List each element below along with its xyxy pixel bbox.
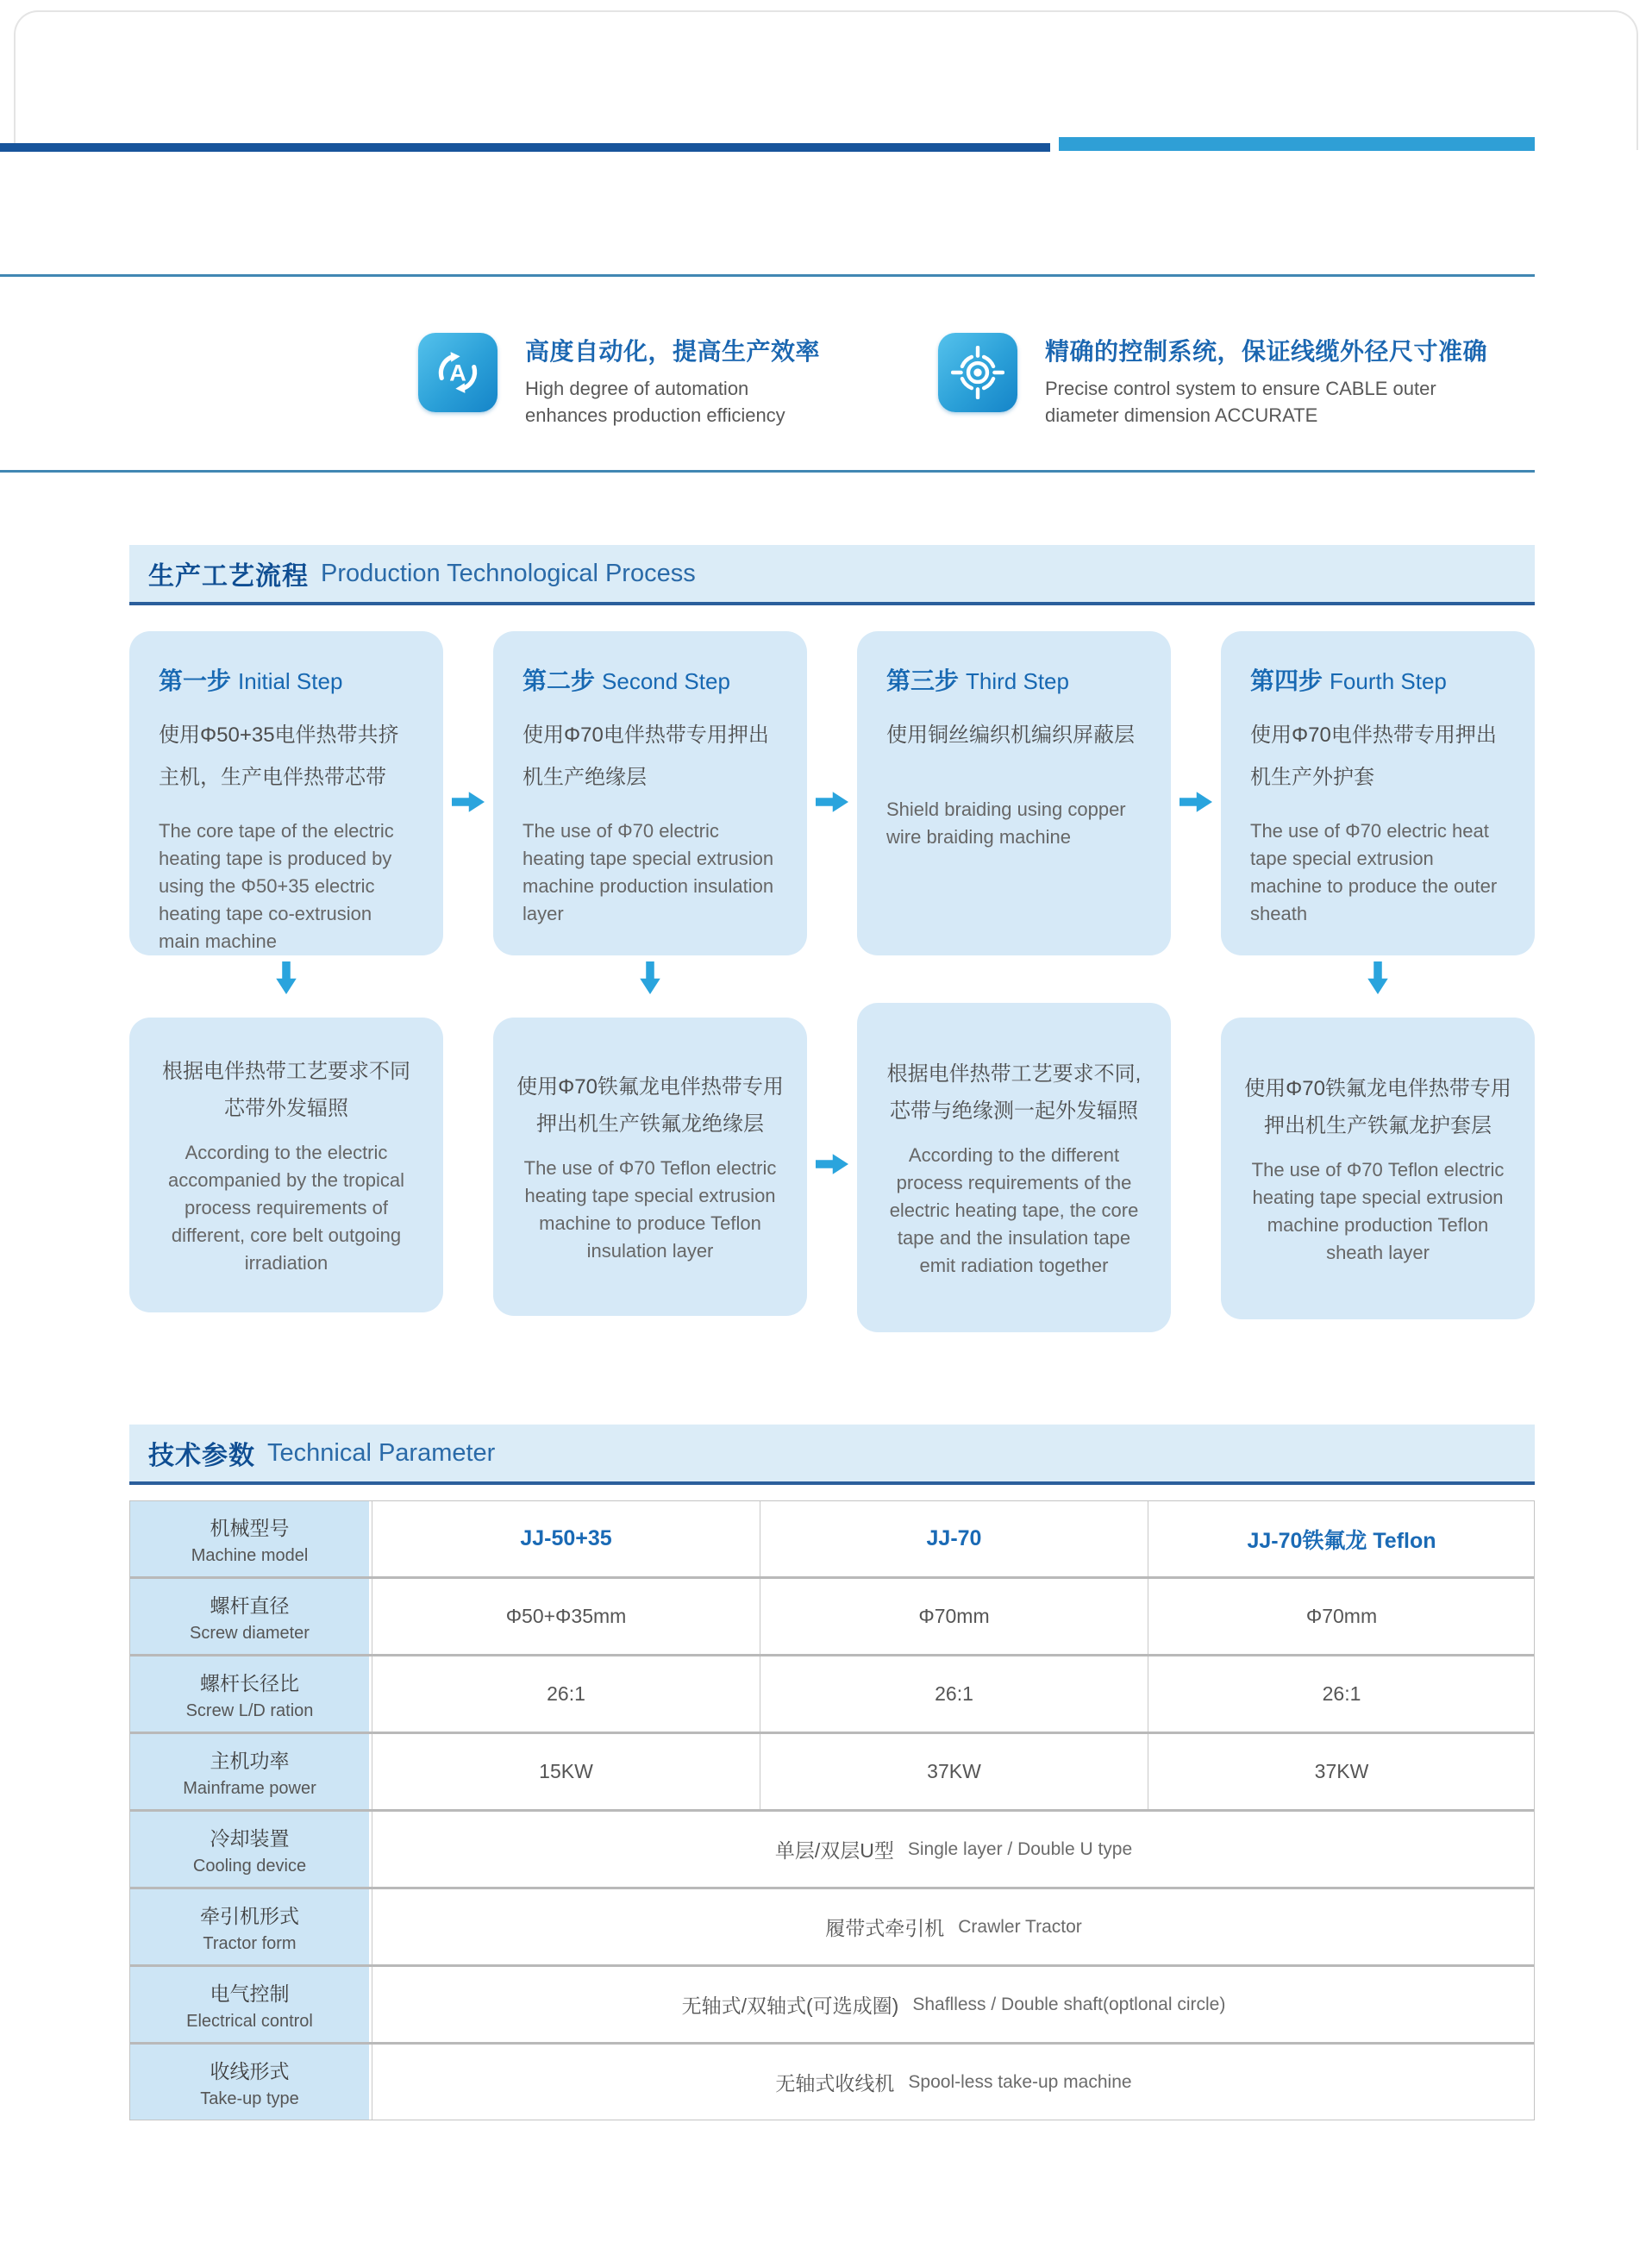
feature-title: 高度自动化，提高生产效率 — [525, 338, 821, 365]
svg-text:A: A — [449, 359, 466, 386]
divider-top — [0, 274, 1535, 277]
value-cell-merged: 无轴式/双轴式(可选成圈) Shaflless / Double shaft(optlonal circle) — [372, 1967, 1535, 2042]
arrow-right-icon — [816, 1152, 848, 1176]
row-label: 机械型号 Machine model — [130, 1501, 372, 1576]
table-row-machine-model — [130, 1501, 1534, 1576]
flow-body-zh: 使用Φ70铁氟龙电伴热带专用押出机生产铁氟龙绝缘层 — [516, 1075, 784, 1137]
feature-precision — [938, 333, 1528, 429]
flow-box-1 — [129, 1018, 443, 1312]
header-bar-light — [1059, 137, 1535, 151]
section-header-parameters — [129, 1425, 1535, 1485]
step-title: 第三步 Third Step — [886, 667, 1069, 694]
feature-title: 精确的控制系统，保证线缆外径尺寸准确 — [1045, 338, 1488, 365]
parameter-table — [129, 1500, 1535, 2120]
step-box-4 — [1221, 631, 1535, 955]
arrow-down-icon — [638, 961, 662, 994]
value-cell: Φ70mm — [1148, 1579, 1535, 1654]
step-body-en: Shield braiding using copper wire braiding machine — [886, 798, 1126, 849]
row-label: 螺杆直径 Screw diameter — [130, 1579, 372, 1654]
section-title-en: Production Technological Process — [321, 559, 696, 587]
step-body-zh: 使用铜丝编织机编织屏蔽层 — [886, 723, 1135, 747]
table-row-screw-diameter — [130, 1576, 1534, 1654]
value-cell: 37KW — [760, 1734, 1148, 1809]
value-cell: 37KW — [1148, 1734, 1535, 1809]
step-box-3 — [857, 631, 1171, 955]
row-label: 电气控制 Electrical control — [130, 1967, 372, 2042]
step-box-1 — [129, 631, 443, 955]
value-cell-merged: 履带式牵引机 Crawler Tractor — [372, 1889, 1535, 1964]
feature-automation — [418, 333, 832, 429]
step-title: 第二步 Second Step — [523, 667, 730, 694]
flow-body-en: According to the electric accompanied by the tropical process requirements of different, core belt outgoing irradiation — [168, 1142, 404, 1274]
row-label: 收线形式 Take-up type — [130, 2045, 372, 2120]
section-title-zh: 生产工艺流程 — [148, 562, 309, 591]
precision-icon — [938, 333, 1017, 412]
arrow-right-icon — [452, 790, 485, 814]
table-row-take-up-type — [130, 2042, 1534, 2120]
row-label: 冷却装置 Cooling device — [130, 1812, 372, 1887]
step-title: 第一步 Initial Step — [159, 667, 343, 694]
model-cell: JJ-70铁氟龙 Teflon — [1148, 1501, 1535, 1576]
value-cell: 26:1 — [372, 1656, 760, 1732]
value-cell-merged: 无轴式收线机 Spool-less take-up machine — [372, 2045, 1535, 2120]
feature-description: Precise control system to ensure CABLE outer diameter dimension ACCURATE — [1045, 378, 1436, 427]
step-box-2 — [493, 631, 807, 955]
value-cell: 15KW — [372, 1734, 760, 1809]
step-body-en: The use of Φ70 electric heat tape special extrusion machine to produce the outer sheath — [1250, 820, 1498, 925]
step-title: 第四步 Fourth Step — [1250, 667, 1447, 694]
flow-box-4 — [1221, 1018, 1535, 1319]
feature-description: High degree of automation enhances production efficiency — [525, 378, 785, 427]
table-row-tractor-form — [130, 1887, 1534, 1964]
step-body-zh: 使用Φ70电伴热带专用押出机生产绝缘层 — [523, 723, 769, 790]
value-cell: 26:1 — [1148, 1656, 1535, 1732]
row-label: 螺杆长径比 Screw L/D ration — [130, 1656, 372, 1732]
table-row-mainframe-power — [130, 1732, 1534, 1809]
step-body-zh: 使用Φ70电伴热带专用押出机生产外护套 — [1250, 723, 1497, 790]
arrow-down-icon — [274, 961, 298, 994]
model-cell: JJ-70 — [760, 1501, 1148, 1576]
arrow-right-icon — [1180, 790, 1212, 814]
flow-body-zh: 使用Φ70铁氟龙电伴热带专用押出机生产铁氟龙护套层 — [1244, 1077, 1511, 1138]
header-bar-dark — [0, 143, 1050, 152]
section-title-zh: 技术参数 — [148, 1442, 255, 1470]
divider-below-features — [0, 470, 1535, 473]
page-border — [14, 10, 1638, 150]
value-cell-merged: 单层/双层U型 Single layer / Double U type — [372, 1812, 1535, 1887]
flow-body-en: The use of Φ70 Teflon electric heating tape special extrusion machine to produce Teflon insulation layer — [523, 1157, 777, 1262]
flow-box-2 — [493, 1018, 807, 1316]
flow-body-en: According to the different process requirements of the electric heating tape, the core tape and the insulation tape emit radiation together — [889, 1144, 1139, 1277]
flow-body-zh: 根据电伴热带工艺要求不同 芯带外发辐照 — [162, 1060, 410, 1121]
row-label: 牵引机形式 Tractor form — [130, 1889, 372, 1964]
arrow-right-icon — [816, 790, 848, 814]
value-cell: Φ50+Φ35mm — [372, 1579, 760, 1654]
arrow-down-icon — [1366, 961, 1390, 994]
table-row-screw-ld-ratio — [130, 1654, 1534, 1732]
row-label: 主机功率 Mainframe power — [130, 1734, 372, 1809]
model-cell: JJ-50+35 — [372, 1501, 760, 1576]
step-body-en: The use of Φ70 electric heating tape special extrusion machine production insulation layer — [523, 820, 774, 925]
table-row-cooling-device — [130, 1809, 1534, 1887]
flow-box-3 — [857, 1003, 1171, 1332]
table-row-electrical-control — [130, 1964, 1534, 2042]
value-cell: 26:1 — [760, 1656, 1148, 1732]
section-header-process — [129, 545, 1535, 605]
step-body-en: The core tape of the electric heating tape is produced by using the Φ50+35 electric heating tape co-extrusion main machine — [159, 820, 394, 952]
flow-body-en: The use of Φ70 Teflon electric heating tape special extrusion machine production Teflon sheath layer — [1251, 1159, 1505, 1264]
automation-icon — [418, 333, 497, 412]
section-title-en: Technical Parameter — [267, 1438, 496, 1467]
step-body-zh: 使用Φ50+35电伴热带共挤主机，生产电伴热带芯带 — [159, 723, 399, 790]
value-cell: Φ70mm — [760, 1579, 1148, 1654]
flow-body-zh: 根据电伴热带工艺要求不同, 芯带与绝缘测一起外发辐照 — [886, 1062, 1142, 1124]
